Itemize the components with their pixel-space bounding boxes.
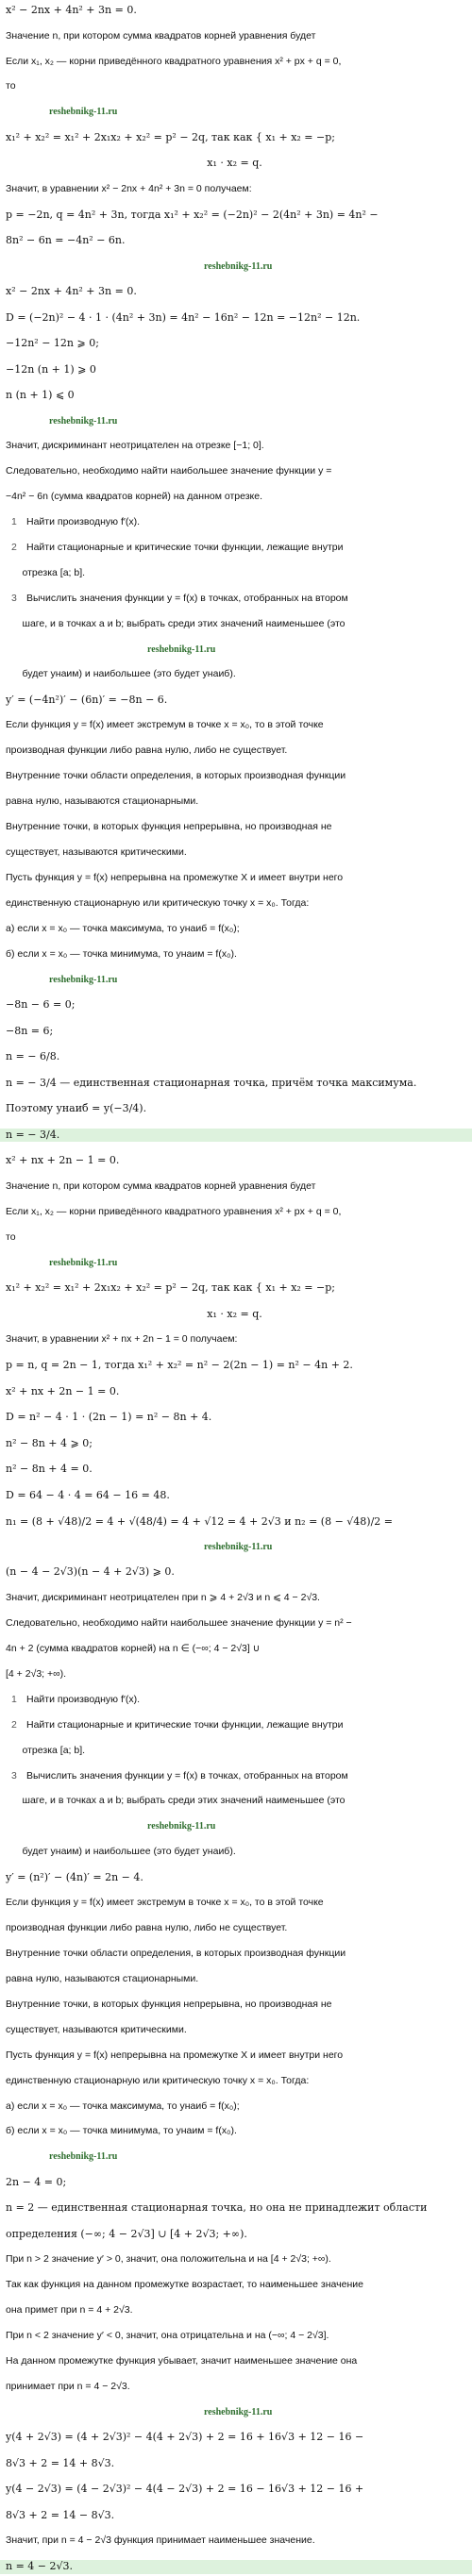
formula-line: n² − 8n + 4 = 0. xyxy=(6,1463,93,1476)
step-number: 3 xyxy=(11,592,17,604)
text-line: равна нулю, называются стационарными. xyxy=(6,795,199,808)
step-text: Найти стационарные и критические точки функции, лежащие внутри xyxy=(26,1718,344,1731)
text-line: На данном промежутке функция убывает, значит наименьшее значение она xyxy=(6,2355,358,2367)
formula-line: x² − 2nx + 4n² + 3n = 0. xyxy=(6,285,137,298)
formula-line: n₁ = (8 + √48)/2 = 4 + √(48/4) = 4 + √12 = 4 + 2√3 и n₂ = (8 − √48)/2 = xyxy=(6,1514,394,1528)
formula-line: p = −2n, q = 4n² + 3n, тогда x₁² + x₂² = (−2n)² − 2(4n² + 3n) = 4n² − xyxy=(6,208,379,221)
text-line: Значение n, при котором сумма квадратов корней уравнения будет xyxy=(6,29,316,42)
step-text: Найти производную f′(x). xyxy=(26,1693,141,1705)
text-line: Так как функция на данном промежутке возрастает, то наименьшее значение xyxy=(6,2279,363,2291)
text-line: отрезка [a; b]. xyxy=(6,1744,86,1756)
watermark: reshebnikg-11.ru xyxy=(204,1542,273,1553)
text-line: При n > 2 значение y′ > 0, значит, она положительна и на [4 + 2√3; +∞). xyxy=(6,2253,331,2266)
text-line: Значит, дискриминант неотрицателен при n ⩾ 4 + 2√3 и n ⩽ 4 − 2√3. xyxy=(6,1592,320,1604)
text-line: Значит, в уравнении x² − 2nx + 4n² + 3n = 0 получаем: xyxy=(6,182,252,194)
formula-line: 8√3 + 2 = 14 − 8√3. xyxy=(6,2508,115,2521)
text-line: При n < 2 значение y′ < 0, значит, она отрицательна и на (−∞; 4 − 2√3]. xyxy=(6,2330,329,2342)
formula-line: (n − 4 − 2√3)(n − 4 + 2√3) ⩾ 0. xyxy=(6,1565,175,1579)
formula-line: n = 2 — единственная стационарная точка, но она не принадлежит области xyxy=(6,2201,428,2215)
watermark: reshebnikg-11.ru xyxy=(49,107,118,118)
step-text: Найти производную f′(x). xyxy=(26,516,141,528)
formula-line: x₁ · x₂ = q. xyxy=(6,1307,262,1320)
step-text: Вычислить значения функции y = f(x) в точках, отобранных на втором xyxy=(26,1769,348,1781)
text-line: Следовательно, необходимо найти наибольшее значение функции y = n² − xyxy=(6,1616,352,1629)
formula-line: 8n² − 6n = −4n² − 6n. xyxy=(6,234,126,247)
text-line: то xyxy=(6,1230,16,1243)
text-line: принимает при n = 4 − 2√3. xyxy=(6,2380,130,2392)
text-line: производная функции либо равна нулю, либо не существует. xyxy=(6,744,288,757)
formula-line: x² + nx + 2n − 1 = 0. xyxy=(6,1384,120,1397)
formula-line: x² − 2nx + 4n² + 3n = 0. xyxy=(6,4,137,16)
text-line: а) если x = x₀ — точка максимума, то yнаиб = f(x₀); xyxy=(6,922,240,934)
formula-line: n (n + 1) ⩽ 0 xyxy=(6,389,75,402)
step-text: Найти стационарные и критические точки функции, лежащие внутри xyxy=(26,542,344,553)
text-line: равна нулю, называются стационарными. xyxy=(6,1972,199,1984)
text-line: Внутренние точки области определения, в которых производная функции xyxy=(6,1947,346,1959)
formula-line: D = 64 − 4 · 4 = 64 − 16 = 48. xyxy=(6,1489,170,1502)
text-line: [4 + 2√3; +∞). xyxy=(6,1667,67,1680)
text-line: Значит, при n = 4 − 2√3 функция принимает наименьшее значение. xyxy=(6,2534,315,2547)
text-line: Следовательно, необходимо найти наибольшее значение функции y = xyxy=(6,465,332,477)
formula-line: −12n (n + 1) ⩾ 0 xyxy=(6,362,96,376)
text-line: Если функция y = f(x) имеет экстремум в точке x = x₀, то в этой точке xyxy=(6,1897,324,1909)
step-number: 1 xyxy=(11,516,17,528)
formula-line: p = n, q = 2n − 1, тогда x₁² + x₂² = n² − 2(2n − 1) = n² − 4n + 2. xyxy=(6,1359,353,1372)
watermark: reshebnikg-11.ru xyxy=(49,416,118,427)
step-item xyxy=(6,1694,466,1707)
formula-line: x₁² + x₂² = x₁² + 2x₁x₂ + x₂² = p² − 2q, так как { x₁ + x₂ = −p; xyxy=(6,1281,335,1295)
watermark: reshebnikg-11.ru xyxy=(204,2406,273,2417)
formula-line: n² − 8n + 4 ⩾ 0; xyxy=(6,1436,93,1449)
formula-line: D = (−2n)² − 4 · 1 · (4n² + 3n) = 4n² − 16n² − 12n = −12n² − 12n. xyxy=(6,310,361,324)
formula-line: y(4 − 2√3) = (4 − 2√3)² − 4(4 − 2√3) + 2 = 16 − 16√3 + 12 − 16 + xyxy=(6,2483,364,2496)
text-line: Внутренние точки, в которых функция непрерывна, но производная не xyxy=(6,821,332,833)
formula-line: D = n² − 4 · 1 · (2n − 1) = n² − 8n + 4. xyxy=(6,1411,212,1424)
text-line: Пусть функция y = f(x) непрерывна на промежутке X и имеет внутри него xyxy=(6,2049,344,2061)
text-line: будет yнаим) и наибольшее (это будет yнаиб). xyxy=(6,667,236,679)
text-line: Внутренние точки области определения, в которых производная функции xyxy=(6,770,346,782)
text-line: Значение n, при котором сумма квадратов корней уравнения будет xyxy=(6,1180,316,1193)
watermark: reshebnikg-11.ru xyxy=(49,974,118,985)
step-number: 3 xyxy=(11,1769,17,1781)
formula-line: x² + nx + 2n − 1 = 0. xyxy=(6,1154,120,1167)
text-line: шаге, и в точках a и b; выбрать среди этих значений наименьшее (это xyxy=(6,1795,346,1807)
text-line: Значит, в уравнении x² + nx + 2n − 1 = 0 получаем: xyxy=(6,1333,238,1346)
text-line: Если функция y = f(x) имеет экстремум в точке x = x₀, то в этой точке xyxy=(6,719,324,731)
formula-line: y(4 + 2√3) = (4 + 2√3)² − 4(4 + 2√3) + 2 = 16 + 16√3 + 12 − 16 − xyxy=(6,2431,364,2444)
text-line: она примет при n = 4 + 2√3. xyxy=(6,2304,133,2317)
formula-line: −8n − 6 = 0; xyxy=(6,997,76,1011)
text-line: б) если x = x₀ — точка минимума, то yнаим = f(x₀). xyxy=(6,2125,237,2137)
text-line: б) если x = x₀ — точка минимума, то yнаим = f(x₀). xyxy=(6,947,237,960)
text-line: Значит, дискриминант неотрицателен на отрезке [−1; 0]. xyxy=(6,440,264,452)
text-line: существует, называются критическими. xyxy=(6,846,187,859)
step-item xyxy=(6,593,466,606)
step-item xyxy=(6,542,466,555)
step-text: Вычислить значения функции y = f(x) в точках, отобранных на втором xyxy=(26,592,348,604)
answer-line: n = − 3/4. xyxy=(0,1129,472,1142)
step-item xyxy=(6,516,466,529)
text-line: 4n + 2 (сумма квадратов корней) на n ∈ (−∞; 4 − 2√3] ∪ xyxy=(6,1642,261,1654)
text-line: то xyxy=(6,80,16,92)
formula-line: Поэтому yнаиб = y(−3/4). xyxy=(6,1102,147,1115)
formula-line: 2n − 4 = 0; xyxy=(6,2175,67,2188)
text-line: единственную стационарную или критическую точку x = x₀. Тогда: xyxy=(6,896,310,909)
text-line: отрезка [a; b]. xyxy=(6,566,86,578)
text-line: Внутренние точки, в которых функция непрерывна, но производная не xyxy=(6,1998,332,2010)
step-item xyxy=(6,1719,466,1732)
watermark: reshebnikg-11.ru xyxy=(147,644,216,655)
step-item xyxy=(6,1770,466,1783)
text-line: Если x₁, x₂ — корни приведённого квадратного уравнения x² + px + q = 0, xyxy=(6,1205,342,1217)
step-number: 2 xyxy=(11,1718,17,1731)
text-line: Если x₁, x₂ — корни приведённого квадратного уравнения x² + px + q = 0, xyxy=(6,55,342,67)
text-line: единственную стационарную или критическую точку x = x₀. Тогда: xyxy=(6,2074,310,2086)
formula-line: −12n² − 12n ⩾ 0; xyxy=(6,337,99,350)
step-number: 1 xyxy=(11,1693,17,1705)
text-line: будет yнаим) и наибольшее (это будет yнаиб). xyxy=(6,1845,236,1857)
text-line: производная функции либо равна нулю, либо не существует. xyxy=(6,1922,288,1934)
text-line: −4n² − 6n (сумма квадратов корней) на данном отрезке. xyxy=(6,491,262,503)
formula-line: x₁² + x₂² = x₁² + 2x₁x₂ + x₂² = p² − 2q, так как { x₁ + x₂ = −p; xyxy=(6,130,335,143)
text-line: существует, называются критическими. xyxy=(6,2023,187,2035)
formula-line: y′ = (−4n²)′ − (6n)′ = −8n − 6. xyxy=(6,693,168,706)
formula-line: определения (−∞; 4 − 2√3] ∪ [4 + 2√3; +∞). xyxy=(6,2227,247,2240)
answer-line: n = 4 − 2√3. xyxy=(0,2560,472,2573)
step-number: 2 xyxy=(11,542,17,553)
watermark: reshebnikg-11.ru xyxy=(204,260,273,272)
text-line: шаге, и в точках a и b; выбрать среди этих значений наименьшее (это xyxy=(6,617,346,629)
watermark: reshebnikg-11.ru xyxy=(147,1821,216,1832)
formula-line: x₁ · x₂ = q. xyxy=(6,157,262,170)
formula-line: n = − 6/8. xyxy=(6,1050,60,1063)
text-line: Пусть функция y = f(x) непрерывна на промежутке X и имеет внутри него xyxy=(6,872,344,883)
watermark: reshebnikg-11.ru xyxy=(49,1257,118,1268)
text-line: а) если x = x₀ — точка максимума, то yнаиб = f(x₀); xyxy=(6,2099,240,2112)
formula-line: n = − 3/4 — единственная стационарная точка, причём точка максимума. xyxy=(6,1076,417,1089)
formula-line: y′ = (n²)′ − (4n)′ = 2n − 4. xyxy=(6,1870,143,1883)
formula-line: −8n = 6; xyxy=(6,1024,54,1037)
formula-line: 8√3 + 2 = 14 + 8√3. xyxy=(6,2456,115,2469)
watermark: reshebnikg-11.ru xyxy=(49,2151,118,2163)
